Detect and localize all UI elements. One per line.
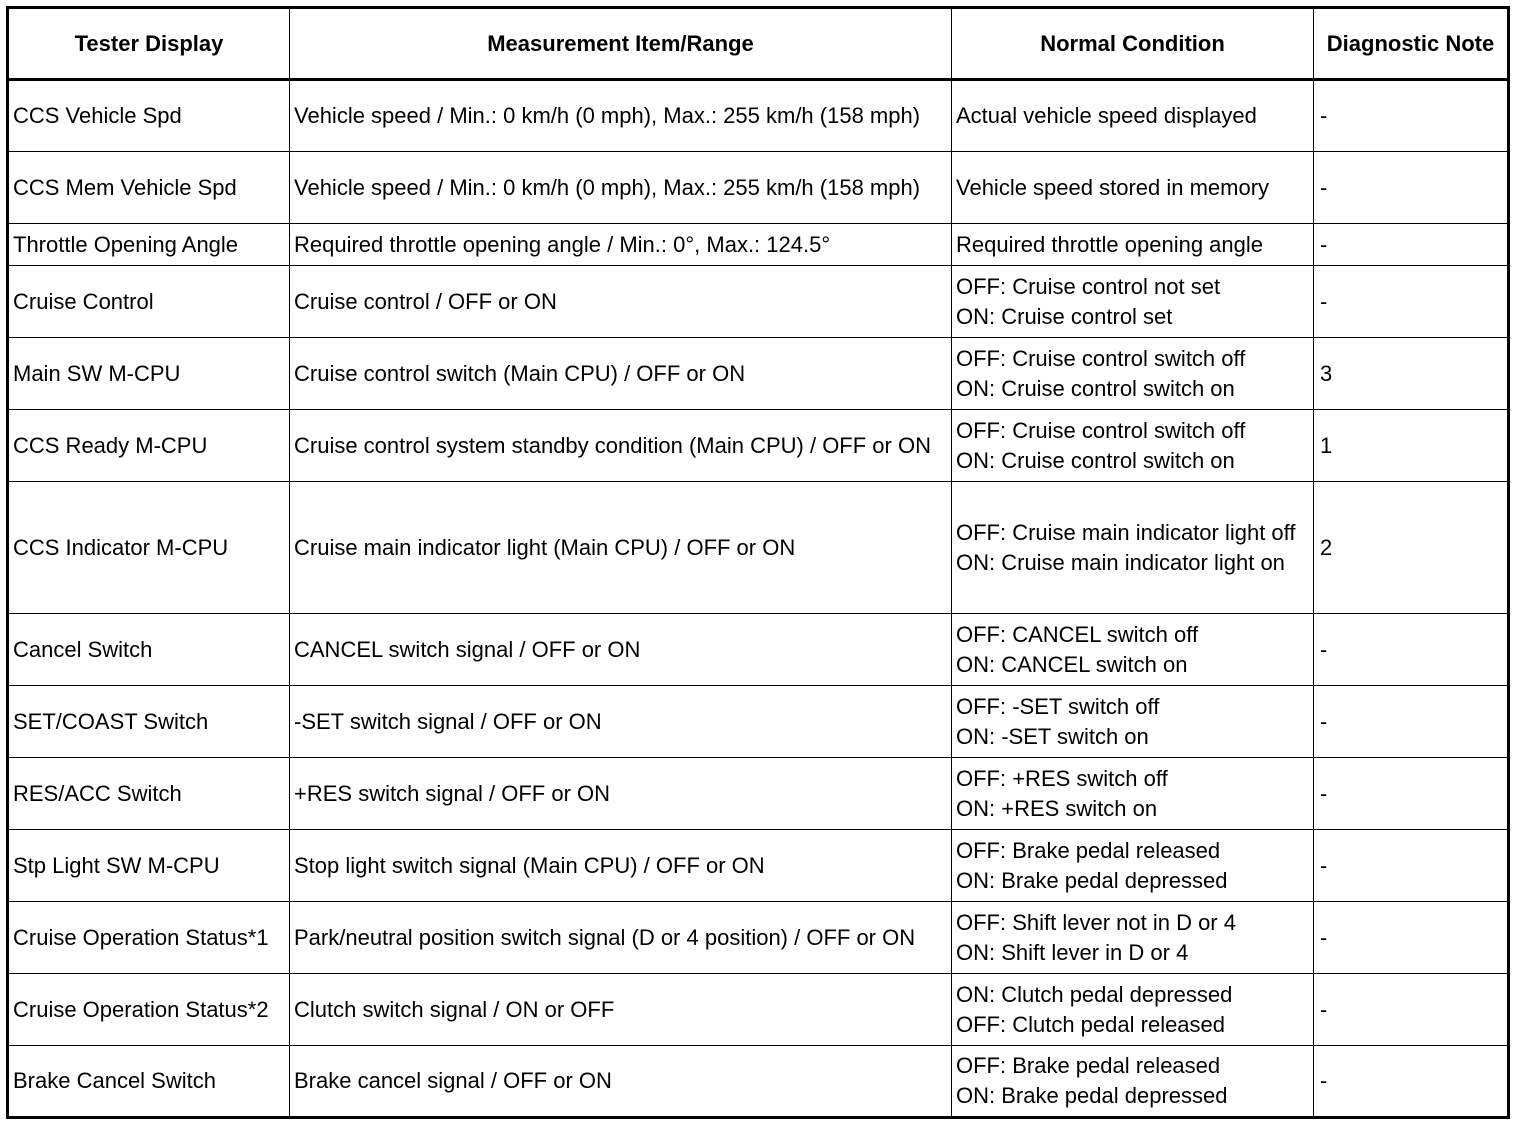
table-row	[8, 80, 1509, 152]
table-row	[8, 902, 1509, 974]
diagnostic-note-cell: -	[1314, 686, 1509, 758]
diagnostic-note-cell: 1	[1314, 410, 1509, 482]
measurement-cell: +RES switch signal / OFF or ON	[290, 758, 952, 830]
measurement-cell: Brake cancel signal / OFF or ON	[290, 1046, 952, 1118]
measurement-cell: Cruise control system standby condition (Main CPU) / OFF or ON	[290, 410, 952, 482]
normal-condition-line: ON: Brake pedal depressed	[956, 867, 1228, 893]
normal-condition-line: OFF: Cruise main indicator light off	[956, 519, 1296, 545]
table-row	[8, 410, 1509, 482]
normal-condition-line: ON: Shift lever in D or 4	[956, 939, 1189, 965]
normal-condition-line: OFF: Brake pedal released	[956, 1053, 1221, 1078]
table-row	[8, 338, 1509, 410]
normal-condition-line: OFF: Shift lever not in D or 4	[956, 909, 1236, 935]
tester-display-cell: CCS Indicator M-CPU	[8, 482, 290, 614]
diagnostic-note-cell: -	[1314, 830, 1509, 902]
measurement-cell: Clutch switch signal / ON or OFF	[290, 974, 952, 1046]
diagnostic-note-cell: 2	[1314, 482, 1509, 614]
normal-condition-line: ON: CANCEL switch on	[956, 651, 1188, 677]
measurement-cell: Required throttle opening angle / Min.: 0°, Max.: 124.5°	[290, 224, 952, 266]
diagnostic-note-cell: -	[1314, 758, 1509, 830]
table-row	[8, 686, 1509, 758]
normal-condition-line: ON: Cruise control switch on	[956, 375, 1235, 401]
measurement-cell: CANCEL switch signal / OFF or ON	[290, 614, 952, 686]
normal-condition-cell	[952, 152, 1314, 224]
measurement-cell: Cruise control switch (Main CPU) / OFF or ON	[290, 338, 952, 410]
tester-display-cell: Cruise Operation Status*1	[8, 902, 290, 974]
header-row	[8, 8, 1509, 80]
normal-condition-line: OFF: +RES switch off	[956, 765, 1168, 791]
measurement-cell: Cruise control / OFF or ON	[290, 266, 952, 338]
tester-display-cell: Cruise Operation Status*2	[8, 974, 290, 1046]
data-table	[6, 6, 1510, 1119]
diagnostic-note-cell: -	[1314, 974, 1509, 1046]
normal-condition-cell	[952, 830, 1314, 902]
table-row	[8, 974, 1509, 1046]
normal-condition-line: ON: Cruise main indicator light on	[956, 549, 1285, 575]
normal-condition-line: Vehicle speed stored in memory	[956, 174, 1270, 200]
tester-display-cell: CCS Vehicle Spd	[8, 80, 290, 152]
table-row	[8, 830, 1509, 902]
tester-display-cell: SET/COAST Switch	[8, 686, 290, 758]
normal-condition-cell	[952, 614, 1314, 686]
normal-condition-cell	[952, 410, 1314, 482]
diagnostic-note-cell: -	[1314, 1046, 1509, 1118]
table-row	[8, 614, 1509, 686]
diagnostic-note-cell: -	[1314, 224, 1509, 266]
normal-condition-cell	[952, 338, 1314, 410]
header-normal-condition: Normal Condition	[952, 8, 1314, 80]
normal-condition-cell	[952, 80, 1314, 152]
header-diagnostic-note: Diagnostic Note	[1314, 8, 1509, 80]
normal-condition-line: OFF: Cruise control switch off	[956, 417, 1246, 443]
measurement-cell: -SET switch signal / OFF or ON	[290, 686, 952, 758]
normal-condition-cell	[952, 482, 1314, 614]
tester-display-cell: Throttle Opening Angle	[8, 224, 290, 266]
normal-condition-cell	[952, 686, 1314, 758]
diagnostic-note-cell: -	[1314, 152, 1509, 224]
measurement-cell: Cruise main indicator light (Main CPU) / OFF or ON	[290, 482, 952, 614]
tester-display-cell: RES/ACC Switch	[8, 758, 290, 830]
tester-display-cell: CCS Ready M-CPU	[8, 410, 290, 482]
normal-condition-line: ON: Brake pedal depressed	[956, 1083, 1228, 1108]
normal-condition-line: OFF: Cruise control switch off	[956, 345, 1246, 371]
header-tester-display: Tester Display	[8, 8, 290, 80]
tester-display-cell: Cancel Switch	[8, 614, 290, 686]
diagnostic-note-cell: -	[1314, 80, 1509, 152]
table-row	[8, 152, 1509, 224]
normal-condition-line: ON: Cruise control set	[956, 303, 1173, 329]
measurement-cell: Vehicle speed / Min.: 0 km/h (0 mph), Max.: 255 km/h (158 mph)	[290, 80, 952, 152]
table-row	[8, 1046, 1509, 1118]
diagnostic-note-cell: -	[1314, 614, 1509, 686]
measurement-cell: Park/neutral position switch signal (D or 4 position) / OFF or ON	[290, 902, 952, 974]
diagnostic-note-cell: -	[1314, 902, 1509, 974]
measurement-cell: Vehicle speed / Min.: 0 km/h (0 mph), Max.: 255 km/h (158 mph)	[290, 152, 952, 224]
normal-condition-line: OFF: CANCEL switch off	[956, 621, 1199, 647]
normal-condition-cell	[952, 266, 1314, 338]
normal-condition-line: ON: Clutch pedal depressed	[956, 981, 1233, 1007]
tester-display-cell: Brake Cancel Switch	[8, 1046, 290, 1118]
normal-condition-line: OFF: Brake pedal released	[956, 837, 1221, 863]
table-row	[8, 266, 1509, 338]
header-measurement: Measurement Item/Range	[290, 8, 952, 80]
normal-condition-cell	[952, 1046, 1314, 1118]
tester-display-cell: Cruise Control	[8, 266, 290, 338]
tester-display-cell: CCS Mem Vehicle Spd	[8, 152, 290, 224]
normal-condition-cell	[952, 224, 1314, 266]
table-row	[8, 758, 1509, 830]
tester-display-cell: Stp Light SW M-CPU	[8, 830, 290, 902]
normal-condition-line: ON: Cruise control switch on	[956, 447, 1235, 473]
normal-condition-line: OFF: -SET switch off	[956, 693, 1160, 719]
normal-condition-line: OFF: Clutch pedal released	[956, 1011, 1226, 1037]
normal-condition-line: Actual vehicle speed displayed	[956, 103, 1257, 128]
normal-condition-cell	[952, 902, 1314, 974]
normal-condition-cell	[952, 758, 1314, 830]
tester-display-cell: Main SW M-CPU	[8, 338, 290, 410]
normal-condition-line: ON: -SET switch on	[956, 723, 1149, 749]
normal-condition-line: Required throttle opening angle	[956, 231, 1264, 257]
diagnostic-note-cell: -	[1314, 266, 1509, 338]
table-row	[8, 482, 1509, 614]
normal-condition-line: ON: +RES switch on	[956, 795, 1158, 821]
diagnostic-note-cell: 3	[1314, 338, 1509, 410]
normal-condition-line: OFF: Cruise control not set	[956, 273, 1221, 299]
normal-condition-cell	[952, 974, 1314, 1046]
measurement-cell: Stop light switch signal (Main CPU) / OFF or ON	[290, 830, 952, 902]
table-body	[8, 80, 1509, 1118]
table-row	[8, 224, 1509, 266]
